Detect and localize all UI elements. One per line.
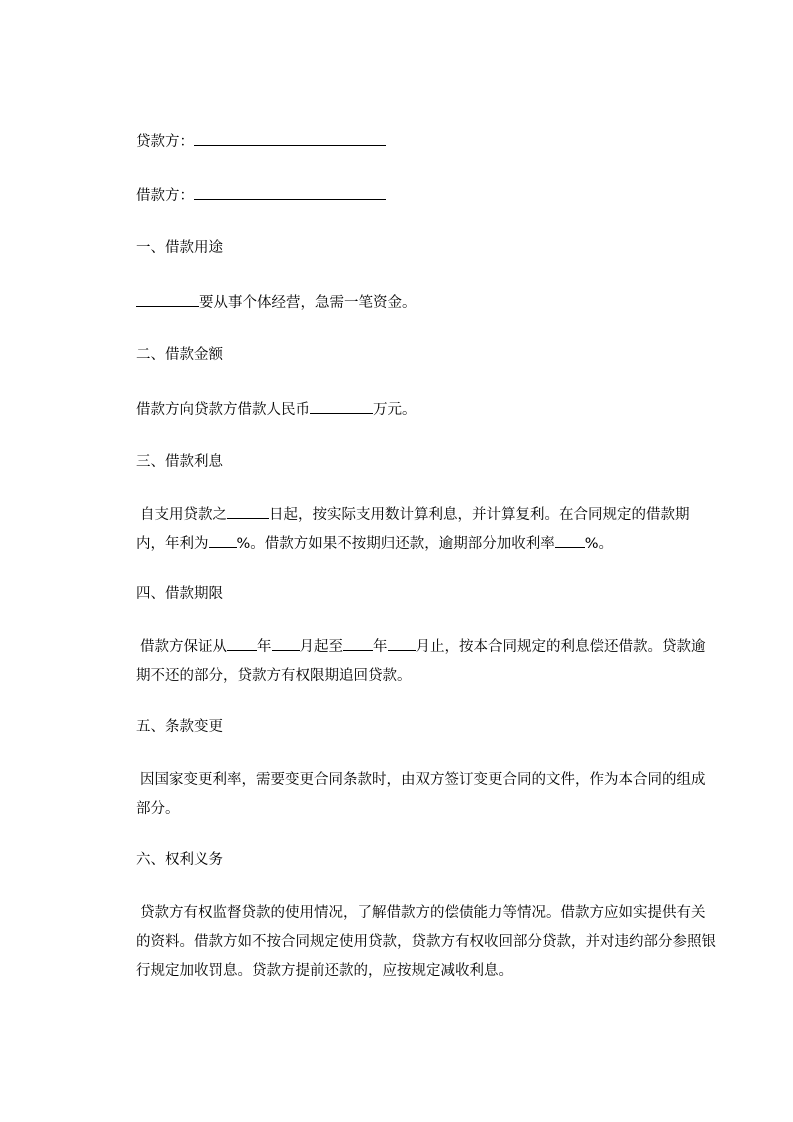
interest-text-3: %。借款方如果不按期归还款，逾期部分加收利率 [236, 536, 555, 552]
annual-rate-blank [209, 533, 237, 548]
term-year-2: 年 [373, 639, 388, 655]
purpose-blank [136, 292, 199, 307]
interest-text-1: 自支用贷款之 [140, 507, 227, 523]
lender-blank [194, 131, 386, 146]
section-heading-purpose: 一、借款用途 [136, 240, 223, 256]
borrower-line [136, 185, 386, 206]
section-heading-interest: 三、借款利息 [136, 454, 223, 470]
amount-blank [310, 399, 373, 414]
section-body-interest [136, 501, 716, 559]
term-year-1: 年 [257, 639, 272, 655]
term-text-2: 月止，按本合同规定的利息偿还借款。贷款逾期不还的部分，贷款方有权限期追回贷款。 [136, 639, 706, 684]
section-body-amendment: 因国家变更利率，需要变更合同条款时，由双方签订变更合同的文件，作为本合同的组成部分。 [136, 772, 706, 817]
section-body-rights: 贷款方有权监督贷款的使用情况，了解借款方的偿债能力等情况。借款方应如实提供有关的资料。借款方如不按合同规定使用贷款，贷款方有权收回部分贷款，并对违约部分参照银行规定加收罚息。贷款方提前还款的，应按规定减收利息。 [136, 905, 716, 979]
section-body-amount [136, 399, 417, 420]
start-year-blank [227, 636, 257, 651]
section-heading-term: 四、借款期限 [136, 586, 223, 602]
purpose-text: 要从事个体经营，急需一笔资金。 [199, 295, 417, 311]
section-body-purpose [136, 292, 417, 313]
start-month-blank [272, 636, 300, 651]
end-month-blank [388, 636, 416, 651]
end-year-blank [343, 636, 373, 651]
borrower-label: 借款方： [136, 188, 194, 204]
section-heading-amendment: 五、条款变更 [136, 719, 223, 735]
amount-text-before: 借款方向贷款方借款人民币 [136, 402, 310, 418]
interest-text-4: %。 [584, 536, 614, 552]
interest-start-blank [227, 504, 269, 519]
amount-text-after: 万元。 [373, 402, 417, 418]
lender-label: 贷款方： [136, 134, 194, 150]
overdue-rate-blank [555, 533, 585, 548]
term-text-1: 借款方保证从 [140, 639, 227, 655]
term-month-from: 月起至 [299, 639, 343, 655]
interest-text-2: 日起，按实际支用数计算利息，并计算复利。在合同规定的借款期内，年利为 [136, 507, 690, 552]
section-heading-amount: 二、借款金额 [136, 347, 223, 363]
section-body-term [136, 633, 716, 691]
lender-line [136, 131, 386, 152]
borrower-blank [194, 185, 386, 200]
section-heading-rights: 六、权利义务 [136, 852, 223, 868]
